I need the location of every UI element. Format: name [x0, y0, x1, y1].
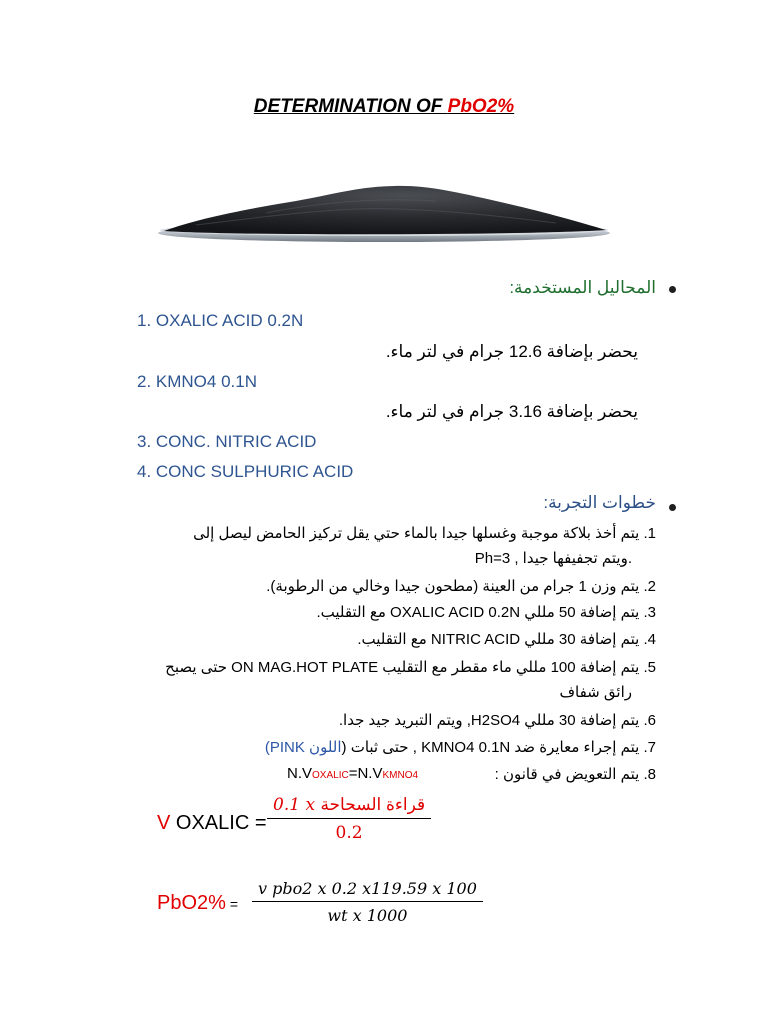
- step-6: 6. يتم إضافة 30 مللي H2SO4, ويتم التبريد جيد جدا.: [338, 712, 656, 729]
- step-1-line-2: Ph=3 , ويتم تجفيفها جيدا.: [474, 550, 632, 567]
- formula-pbo2-denominator: wt x 1000: [327, 906, 408, 925]
- step-8-nv-2: =N.V: [348, 765, 383, 782]
- step-2: 2. يتم وزن 1 جرام من العينة (مطحون جيدا وخالي من الرطوبة).: [266, 578, 656, 595]
- step-5-line-1: 5. يتم إضافة 100 مللي ماء مقطر مع التقليب ON MAG.HOT PLATE حتى يصبح: [165, 659, 656, 676]
- lead-oxide-powder-image: [156, 183, 612, 245]
- step-8-nv-1: N.V: [287, 765, 313, 782]
- step-8-label: 8. يتم التعويض في قانون :: [494, 766, 656, 783]
- procedure-heading: خطوات التجربة:: [543, 493, 656, 512]
- formula-v-num-text: قراءة السحاحة: [320, 795, 426, 814]
- formula-pbo2: [157, 892, 238, 915]
- solutions-heading: المحاليل المستخدمة:: [509, 278, 656, 297]
- formula-v-letter: V: [157, 812, 171, 834]
- formula-v-num-value: 0.1 x: [273, 795, 316, 815]
- formula-v-denominator: 0.2: [335, 823, 363, 843]
- solution-prep-1: يحضر بإضافة 12.6 جرام في لتر ماء.: [385, 342, 638, 361]
- solution-item-2: 2. KMNO4 0.1N: [137, 372, 257, 391]
- formula-v-numerator: [267, 795, 431, 819]
- solution-item-4: 4. CONC SULPHURIC ACID: [137, 462, 354, 481]
- step-7-color: اللون PINK): [264, 739, 342, 756]
- formula-pbo2-fraction: [252, 879, 483, 925]
- title-highlight: PbO2%: [447, 96, 515, 117]
- page-title: [0, 96, 768, 118]
- title-main: DETERMINATION OF: [253, 96, 448, 117]
- formula-v-rest: OXALIC =: [170, 812, 267, 834]
- step-7-text: 7. يتم إجراء معايرة ضد KMNO4 0.1N , حتى ثبات (: [341, 739, 656, 756]
- formula-pbo2-numerator: v pbo2 x 0.2 x119.59 x 100: [252, 879, 483, 902]
- solution-prep-2: يحضر بإضافة 3.16 جرام في لتر ماء.: [385, 402, 638, 421]
- step-3: 3. يتم إضافة 50 مللي OXALIC ACID 0.2N مع التقليب.: [316, 604, 656, 621]
- solution-item-1: 1. OXALIC ACID 0.2N: [137, 311, 304, 330]
- bullet-icon: [669, 286, 676, 293]
- formula-pbo2-lhs: PbO2%: [157, 892, 226, 914]
- step-8: [287, 765, 418, 782]
- step-5-line-2: رائق شفاف: [559, 684, 632, 701]
- formula-v-oxalic: [157, 812, 267, 835]
- solution-item-3: 3. CONC. NITRIC ACID: [137, 432, 317, 451]
- step-7: [265, 738, 656, 756]
- step-8-sub-kmno4: KMNO4: [382, 770, 419, 781]
- step-4: 4. يتم إضافة 30 مللي NITRIC ACID مع التقليب.: [357, 631, 656, 648]
- formula-v-fraction: [267, 795, 431, 843]
- formula-pbo2-eq: =: [225, 896, 239, 912]
- bullet-icon: [669, 504, 676, 511]
- step-8-formula: [287, 765, 418, 782]
- step-8-sub-oxalic: OXALIC: [312, 770, 349, 781]
- step-1-line-1: 1. يتم أخذ بلاكة موجبة وغسلها جيدا بالماء حتي يقل تركيز الحامض ليصل إلى: [193, 525, 656, 542]
